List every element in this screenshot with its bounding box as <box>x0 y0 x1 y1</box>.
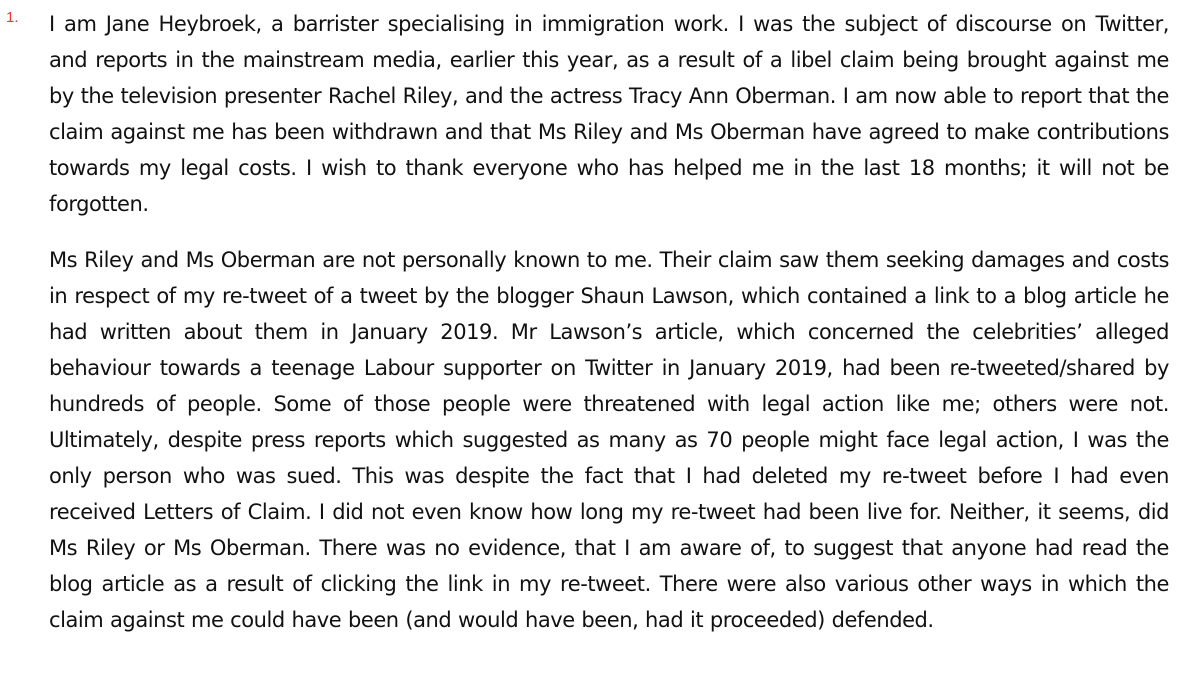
statement-paragraph-1: I am Jane Heybroek, a barrister specialising in immigration work. I was the subject of discourse on Twitter, and reports in the mainstream media, earlier this year, as a result of a libel claim being brought against me by the television presenter Rachel Riley, and the actress Tracy Ann Oberman. I am now able to report that the claim against me has been withdrawn and that Ms Riley and Ms Oberman have agreed to make contributions towards my legal costs. I wish to thank everyone who has helped me in the last 18 months; it will not be forgotten. <box>49 12 1169 216</box>
item-number: 1. <box>6 9 19 26</box>
statement-paragraph-2: Ms Riley and Ms Oberman are not personally known to me. Their claim saw them seeking damages and costs in respect of my re-tweet of a tweet by the blogger Shaun Lawson, which contained a link to a blog article he had written about them in January 2019. Mr Lawson’s article, which concerned the celebrities’ alleged behaviour towards a teenage Labour supporter on Twitter in January 2019, had been re-tweeted/shared by hundreds of people. Some of those people were threatened with legal action like me; others were not. Ultimately, despite press reports which suggested as many as 70 people might face legal action, I was the only person who was sued. This was despite the fact that I had deleted my re-tweet before I had even received Letters of Claim. I did not even know how long my re-tweet had been live for. Neither, it seems, did Ms Riley or Ms Oberman. There was no evidence, that I am aware of, to suggest that anyone had read the blog article as a result of clicking the link in my re-tweet. There were also various other ways in which the claim against me could have been (and would have been, had it proceeded) defended. <box>49 248 1169 632</box>
